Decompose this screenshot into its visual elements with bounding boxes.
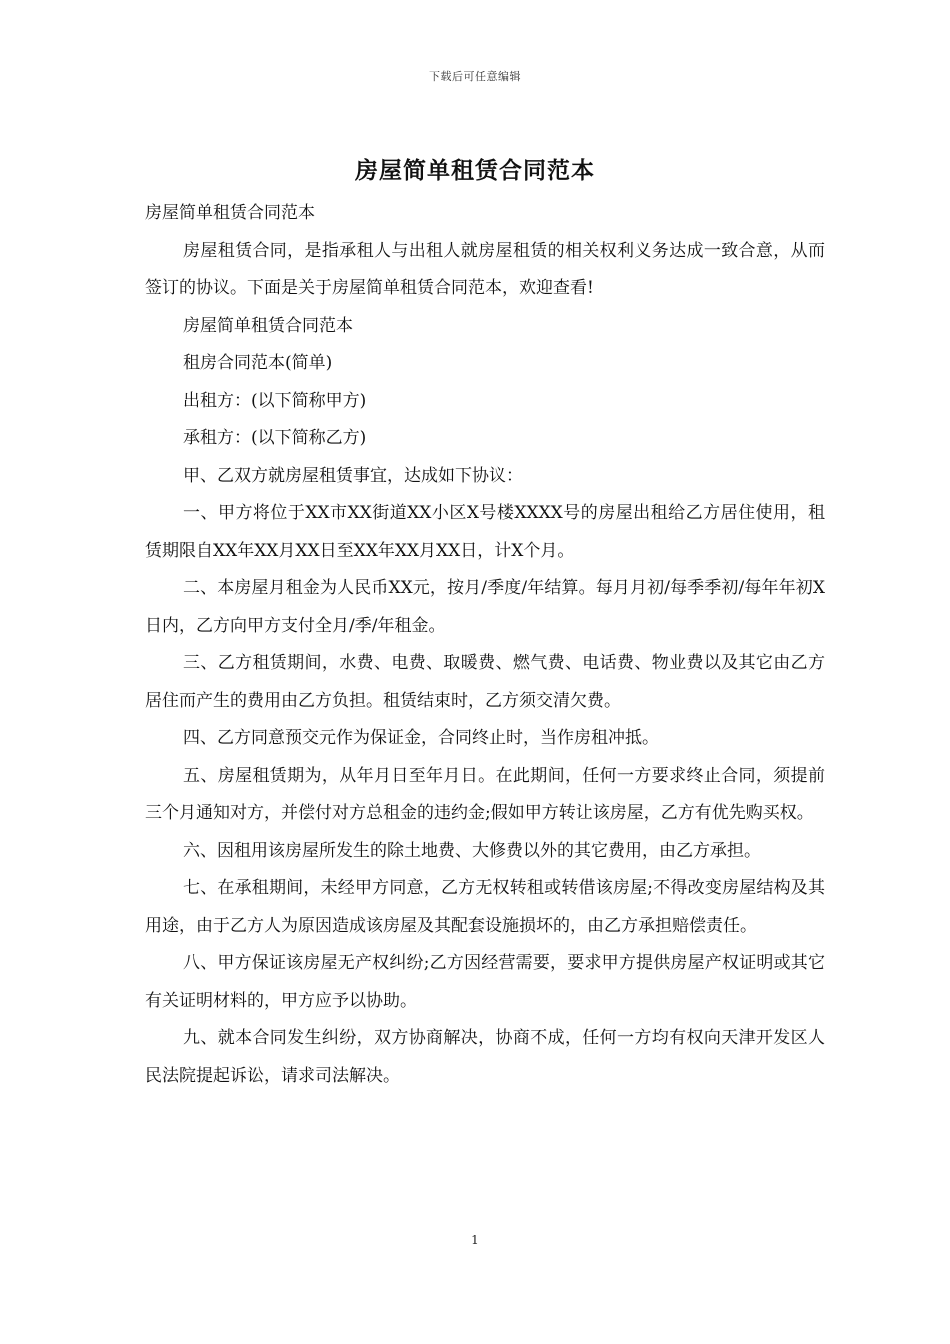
page-number: 1 — [471, 1233, 479, 1247]
clause-4: 四、乙方同意预交元作为保证金，合同终止时，当作房租冲抵。 — [183, 728, 659, 748]
paragraph: 租房合同范本(简单) — [183, 353, 333, 373]
clause-8: 八、甲方保证该房屋无产权纠纷;乙方因经营需要，要求甲方提供房屋产权证明或其它有关证明材料的，甲方应予以协助。 — [145, 953, 825, 1011]
clause-9: 九、就本合同发生纠纷，双方协商解决，协商不成，任何一方均有权向天津开发区人民法院提起诉讼，请求司法解决。 — [145, 1028, 825, 1086]
document-body — [145, 195, 825, 1095]
paragraph: 房屋简单租赁合同范本 — [183, 315, 353, 336]
clause-3: 三、乙方租赁期间，水费、电费、取暖费、燃气费、电话费、物业费以及其它由乙方居住而产生的费用由乙方负担。租赁结束时，乙方须交清欠费。 — [145, 653, 825, 711]
paragraph: 房屋简单租赁合同范本 — [145, 203, 315, 223]
paragraph: 房屋租赁合同，是指承租人与出租人就房屋租赁的相关权利义务达成一致合意，从而签订的协议。下面是关于房屋简单租赁合同范本，欢迎查看! — [145, 240, 825, 298]
paragraph: 出租方：(以下简称甲方) — [183, 390, 367, 411]
clause-1: 一、甲方将位于XX市XX街道XX小区X号楼XXXX号的房屋出租给乙方居住使用，租赁期限自XX年XX月XX日至XX年XX月XX日，计X个月。 — [145, 503, 825, 561]
clause-2: 二、本房屋月租金为人民币XX元，按月/季度/年结算。每月月初/每季季初/每年年初X日内，乙方向甲方支付全月/季/年租金。 — [145, 578, 825, 636]
paragraph: 甲、乙双方就房屋租赁事宜，达成如下协议： — [183, 465, 523, 486]
paragraph: 承租方：(以下简称乙方) — [183, 428, 367, 448]
clause-7: 七、在承租期间，未经甲方同意，乙方无权转租或转借该房屋;不得改变房屋结构及其用途，由于乙方人为原因造成该房屋及其配套设施损坏的，由乙方承担赔偿责任。 — [145, 878, 825, 936]
clause-5: 五、房屋租赁期为，从年月日至年月日。在此期间，任何一方要求终止合同，须提前三个月通知对方，并偿付对方总租金的违约金;假如甲方转让该房屋，乙方有优先购买权。 — [145, 765, 825, 823]
header-note: 下载后可任意编辑 — [429, 70, 521, 83]
clause-6: 六、因租用该房屋所发生的除土地费、大修费以外的其它费用，由乙方承担。 — [183, 840, 761, 861]
document-title: 房屋简单租赁合同范本 — [355, 157, 595, 184]
